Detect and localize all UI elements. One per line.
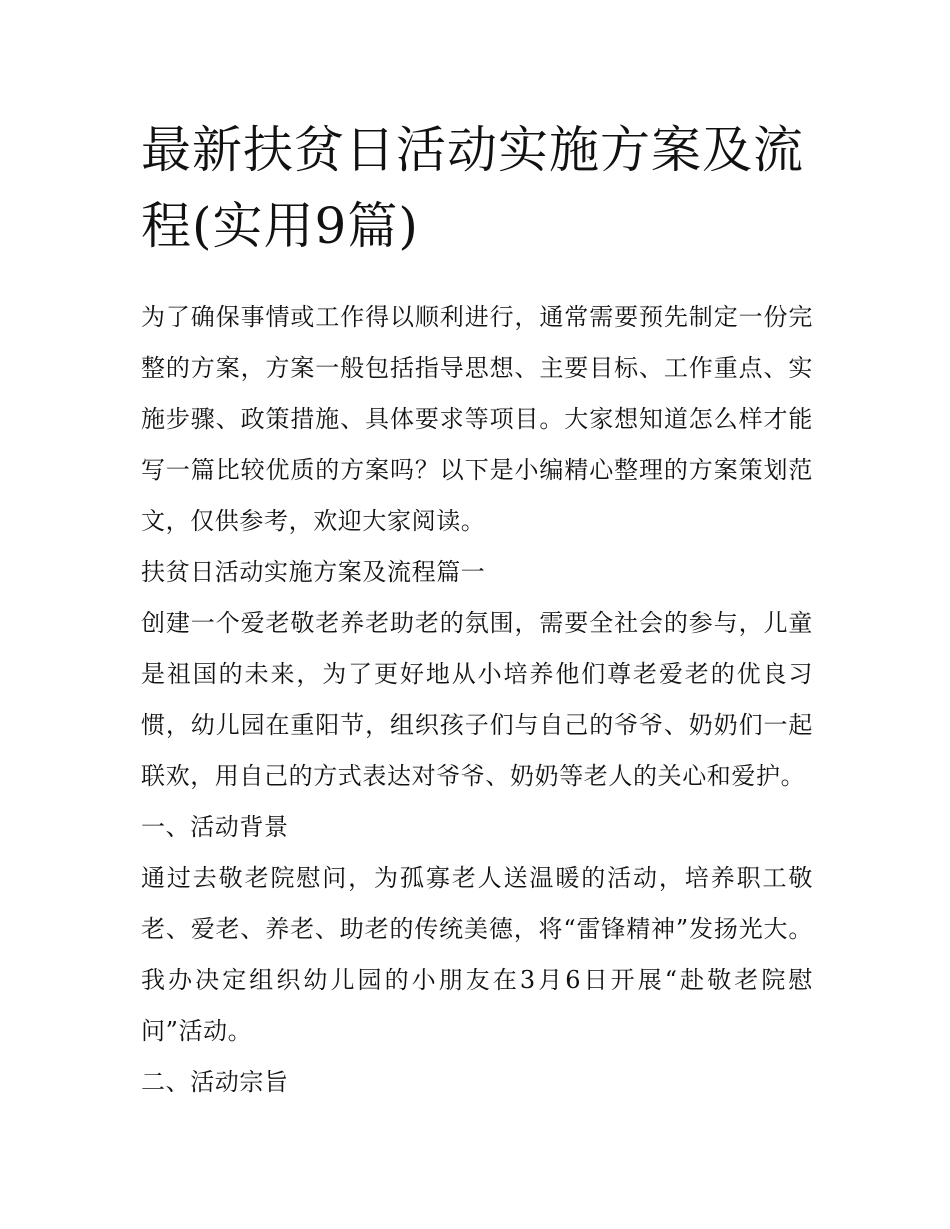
document-title: 最新扶贫日活动实施方案及流程(实用9篇) — [141, 121, 804, 255]
section1-title: 扶贫日活动实施方案及流程篇一 — [141, 558, 486, 586]
document-page — [141, 112, 813, 1108]
intro-paragraph: 为了确保事情或工作得以顺利进行，通常需要预先制定一份完整的方案，方案一般包括指导思想、主要目标、工作重点、实施步骤、政策措施、具体要求等项目。大家想知道怎么样才能写一篇比较优质的方案吗？以下是小编精心整理的方案策划范文，仅供参考，欢迎大家阅读。 — [141, 303, 813, 535]
background-paragraph: 通过去敬老院慰问，为孤寡老人送温暖的活动，培养职工敬老、爱老、养老、助老的传统美德，将“雷锋精神”发扬光大。我办决定组织幼儿园的小朋友在3月6日开展“赴敬老院慰问”活动。 — [141, 864, 813, 1045]
heading-activity-background: 一、活动背景 — [141, 813, 289, 841]
heading-activity-purpose: 二、活动宗旨 — [141, 1068, 289, 1096]
section1-paragraph: 创建一个爱老敬老养老助老的氛围，需要全社会的参与，儿童是祖国的未来，为了更好地从小培养他们尊老爱老的优良习惯，幼儿园在重阳节，组织孩子们与自己的爷爷、奶奶们一起联欢，用自己的方式表达对爷爷、奶奶等老人的关心和爱护。 — [141, 609, 813, 790]
